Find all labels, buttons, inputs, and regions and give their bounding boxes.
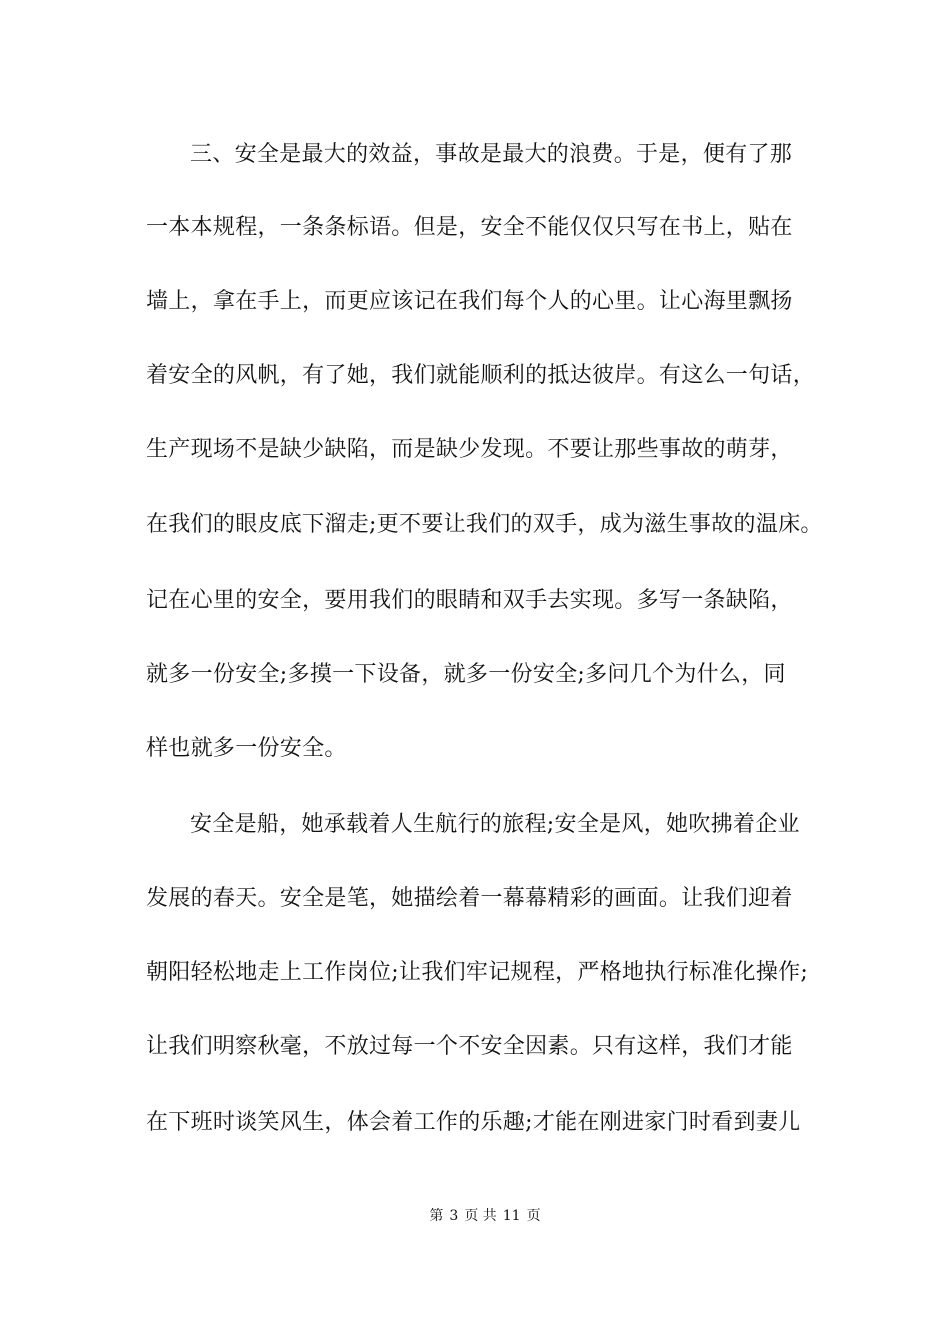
paragraph-2-line-5: 在下班时谈笑风生，体会着工作的乐趣;才能在刚进家门时看到妻儿 [146, 1110, 801, 1135]
footer-total-pages: 11 [502, 1208, 521, 1224]
footer-label-before: 第 [429, 1208, 444, 1224]
paragraph-1-line-4: 着安全的风帆，有了她，我们就能顺利的抵达彼岸。有这么一句话， [146, 363, 816, 388]
paragraph-1-line-7: 记在心里的安全，要用我们的眼睛和双手去实现。多写一条缺陷， [146, 588, 793, 613]
paragraph-2-line-1: 安全是船，她承载着人生航行的旅程;安全是风，她吹拂着企业 [190, 812, 800, 837]
paragraph-1-line-6: 在我们的眼皮底下溜走;更不要让我们的双手，成为滋生事故的温床。 [146, 512, 823, 537]
paragraph-1-line-3: 墙上，拿在手上，而更应该记在我们每个人的心里。让心海里飘扬 [146, 289, 793, 314]
paragraph-2-line-3: 朝阳轻松地走上工作岗位;让我们牢记规程，严格地执行标准化操作; [146, 960, 809, 985]
footer-label-middle: 页 共 [464, 1208, 497, 1224]
paragraph-1-line-8: 就多一份安全;多摸一下设备，就多一份安全;多问几个为什么，同 [146, 662, 786, 687]
paragraph-1-line-5: 生产现场不是缺少缺陷，而是缺少发现。不要让那些事故的萌芽， [146, 437, 793, 462]
page-footer [0, 1206, 950, 1226]
footer-label-after: 页 [526, 1208, 541, 1224]
paragraph-2-line-2: 发展的春天。安全是笔，她描绘着一幕幕精彩的画面。让我们迎着 [146, 886, 793, 911]
paragraph-2-line-4: 让我们明察秋毫，不放过每一个不安全因素。只有这样，我们才能 [146, 1034, 793, 1059]
paragraph-1-line-9: 样也就多一份安全。 [146, 736, 347, 761]
footer-current-page: 3 [449, 1208, 459, 1224]
paragraph-1-line-1: 三、安全是最大的效益，事故是最大的浪费。于是，便有了那 [190, 142, 793, 167]
paragraph-1-line-2: 一本本规程，一条条标语。但是，安全不能仅仅只写在书上，贴在 [146, 215, 793, 240]
